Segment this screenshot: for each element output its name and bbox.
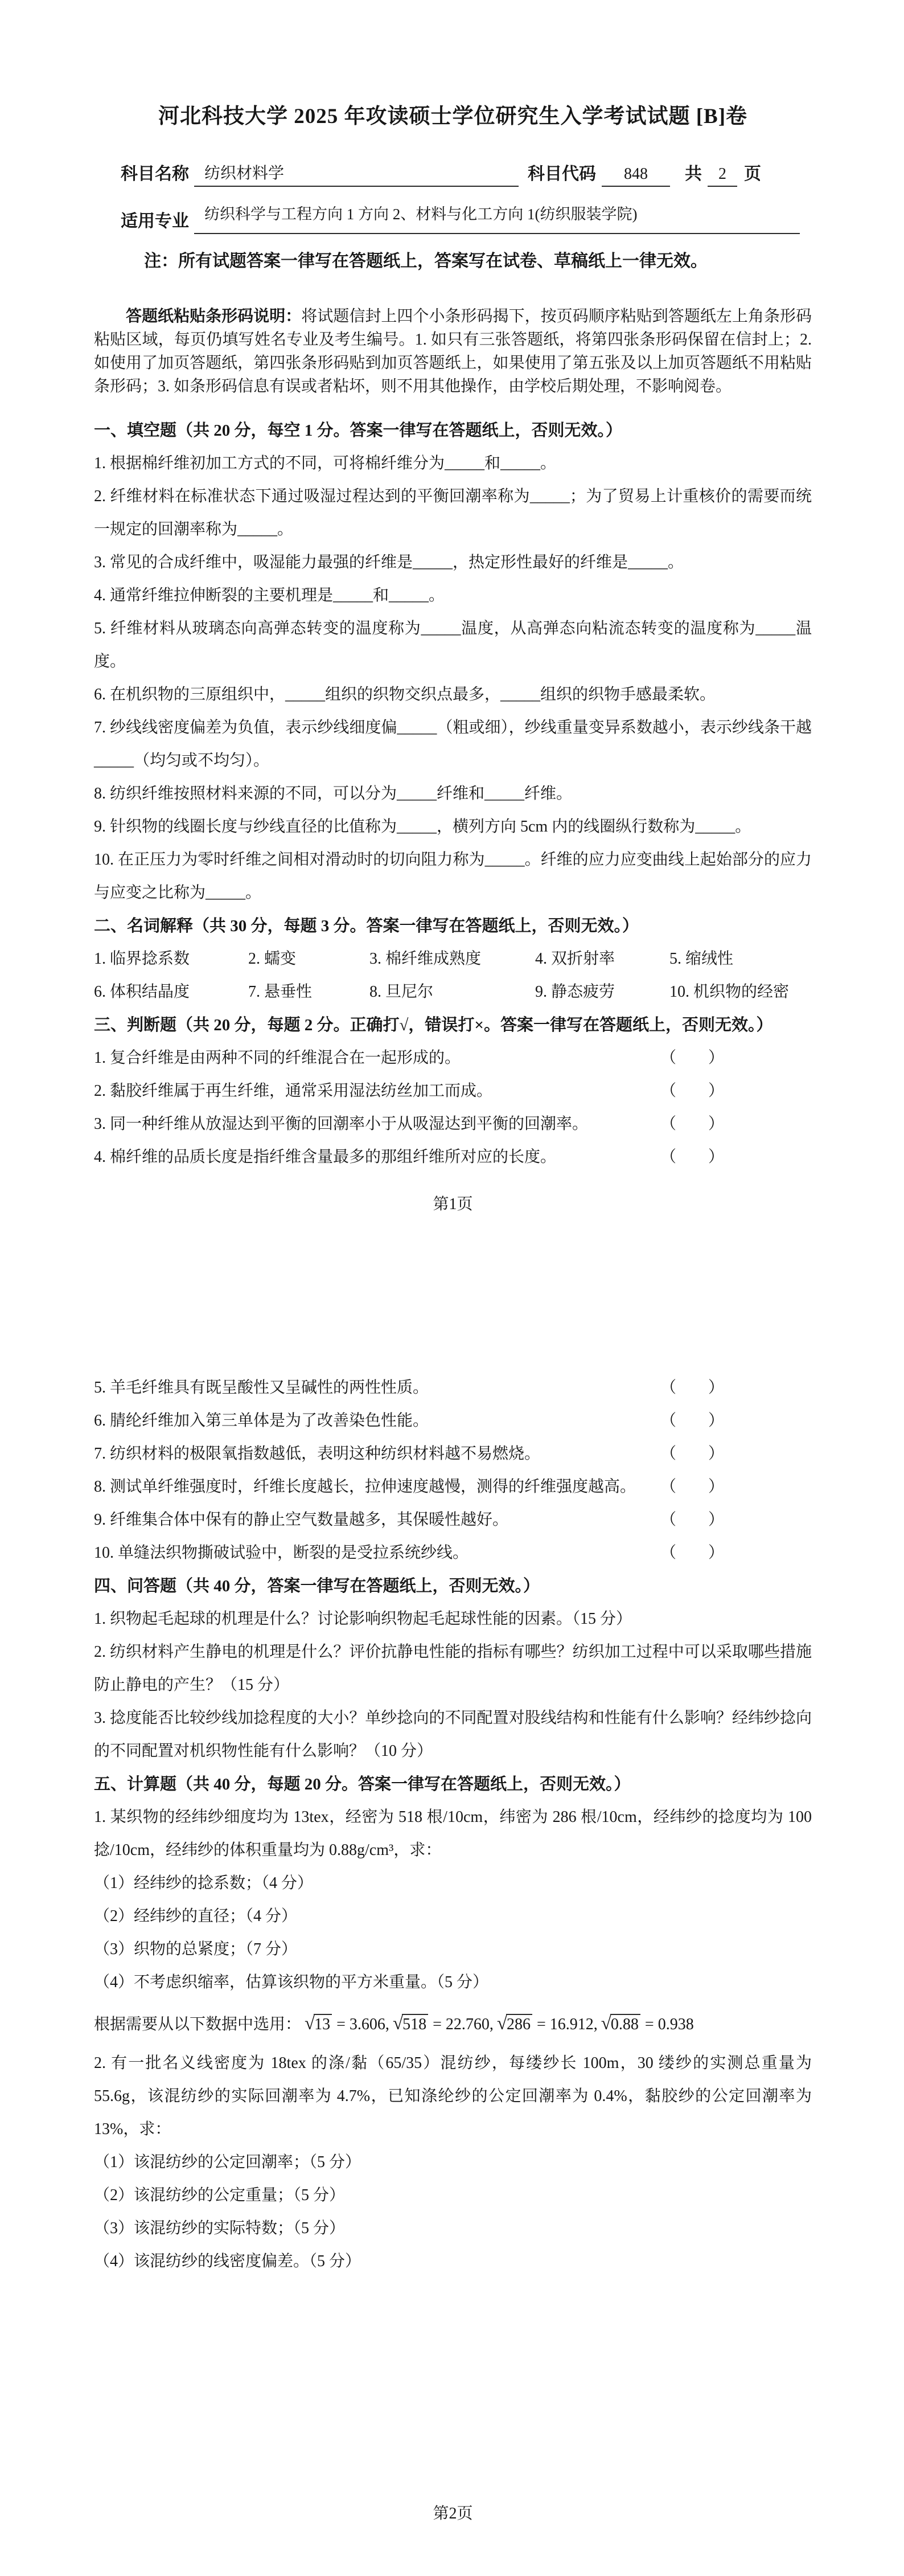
page-bottom-gap (94, 2278, 812, 2497)
term-item: 10. 机织物的经密 (669, 983, 790, 1001)
section-fill-heading: 一、填空题（共 20 分，每空 1 分。答案一律写在答题纸上，否则无效。） (94, 421, 623, 440)
sqrt-term (601, 2013, 694, 2034)
section-calc-heading: 五、计算题（共 40 分，每题 20 分。答案一律写在答题纸上，否则无效。） (94, 1775, 631, 1793)
fill-item: 1. 根据棉纤维初加工方式的不同，可将棉纤维分为_____和_____。 (94, 454, 557, 472)
judge-item-stem: 7. 纺织材料的极限氧指数越低，表明这种纺织材料越不易燃烧。 (94, 1445, 541, 1463)
calc-q1-stem: 1. 某织物的经纬纱细度均为 13tex，经密为 518 根/10cm，纬密为 286 根/10cm，经纬纱的捻度均为 100 捻/10cm，经纬纱的体积重量均为 0.88g/cm³，求： (94, 1808, 812, 1859)
qa-item: 3. 捻度能否比较纱线加捻程度的大小？单纱捻向的不同配置对股线结构和性能有什么影响？经纬纱捻向的不同配置对机织物性能有什么影响？（10 分） (94, 1709, 812, 1760)
section-qa-heading: 四、问答题（共 40 分，答案一律写在答题纸上，否则无效。） (94, 1577, 540, 1595)
answer-paren: （ ） (660, 1082, 725, 1100)
judge-item-stem: 2. 黏胶纤维属于再生纤维，通常采用湿法纺丝加工而成。 (94, 1082, 493, 1100)
judge-item-stem: 10. 单缝法织物撕破试验中，断裂的是受拉系统纱线。 (94, 1544, 469, 1562)
answer-paren: （ ） (660, 1049, 725, 1067)
judge-item (94, 1438, 812, 1471)
judge-item (94, 1141, 812, 1174)
calc-q2-stem: 2. 有一批名义线密度为 18tex 的涤/黏（65/35）混纺纱，每缕纱长 100m，30 缕纱的实测总重量为 55.6g，该混纺纱的实际回潮率为 4.7%，已知涤纶纱的公定回潮率为 0.4%，黏胶纱的公定回潮率为 13%，求： (94, 2054, 812, 2138)
section-calc (94, 1768, 812, 2278)
calc-sub-item: （2）该混纺纱的公定重量；（5 分） (94, 2186, 346, 2204)
term-item: 5. 缩绒性 (669, 950, 734, 968)
judge-item-stem: 9. 纤维集合体中保有的静止空气数量越多，其保暖性越好。 (94, 1511, 509, 1529)
judge-item (94, 1371, 812, 1404)
barcode-instructions (94, 305, 812, 398)
qa-item: 2. 纺织材料产生静电的机理是什么？评价抗静电性能的指标有哪些？纺织加工过程中可以采取哪些措施防止静电的产生？（15 分） (94, 1643, 812, 1694)
radicand: 286 (506, 2014, 532, 2033)
radical-sign: √ (496, 2013, 507, 2034)
answer-paren: （ ） (660, 1148, 725, 1166)
subject-code-label: 科目代码 (528, 165, 596, 183)
judge-item (94, 1075, 812, 1108)
calc-sub-item: （4）不考虑织缩率，估算该织物的平方米重量。（5 分） (94, 1973, 489, 1991)
major-value: 纺织科学与工程方向 1 方向 2、材料与化工方向 1(纺织服装学院) (194, 202, 800, 234)
major-row (121, 202, 812, 234)
judge-item-list-page2 (94, 1371, 812, 1570)
total-pages-suffix: 页 (744, 165, 761, 183)
barcode-instructions-lead: 答题纸粘贴条形码说明： (126, 308, 302, 325)
judge-item-stem: 5. 羊毛纤维具有既呈酸性又呈碱性的两性性质。 (94, 1379, 429, 1396)
calc-sub-item: （4）该混纺纱的线密度偏差。（5 分） (94, 2253, 361, 2270)
radicand: 518 (402, 2014, 428, 2033)
judge-item-stem: 6. 腈纶纤维加入第三单体是为了改善染色性能。 (94, 1412, 429, 1430)
term-item: 9. 静态疲劳 (535, 983, 615, 1001)
page-2-footer: 第2页 (433, 2505, 473, 2522)
judge-item-stem: 1. 复合纤维是由两种不同的纤维混合在一起形成的。 (94, 1049, 461, 1067)
judge-item-stem: 3. 同一种纤维从放湿达到平衡的回潮率小于从吸湿达到平衡的回潮率。 (94, 1115, 589, 1133)
answer-paren: （ ） (660, 1544, 725, 1562)
qa-item-list (94, 1603, 812, 1768)
major-label: 适用专业 (121, 212, 189, 231)
section-terms-heading: 二、名词解释（共 30 分，每题 3 分。答案一律写在答题纸上，否则无效。） (94, 917, 639, 935)
section-fill (94, 414, 812, 910)
term-item: 1. 临界捻系数 (94, 950, 190, 968)
judge-item (94, 1537, 812, 1570)
answer-paren: （ ） (660, 1412, 725, 1430)
judge-item (94, 1471, 812, 1504)
subject-label: 科目名称 (121, 165, 189, 183)
judge-item (94, 1404, 812, 1438)
answer-paren: （ ） (660, 1478, 725, 1496)
fill-item: 5. 纤维材料从玻璃态向高弹态转变的温度称为_____温度，从高弹态向粘流态转变的温度称为_____温度。 (94, 620, 812, 670)
fill-item: 9. 针织物的线圈长度与纱线直径的比值称为_____，横列方向 5cm 内的线圈纵行数称为_____。 (94, 818, 751, 836)
term-item: 4. 双折射率 (535, 950, 615, 968)
answer-paren: （ ） (660, 1511, 725, 1529)
judge-item (94, 1504, 812, 1537)
qa-item: 1. 织物起毛起球的机理是什么？讨论影响织物起毛起球性能的因素。（15 分） (94, 1610, 632, 1628)
judge-item-stem: 4. 棉纤维的品质长度是指纤维含量最多的那组纤维所对应的长度。 (94, 1148, 557, 1166)
calc-sub-item: （3）该混纺纱的实际特数；（5 分） (94, 2219, 346, 2237)
section-terms (94, 910, 812, 1009)
judge-item-list-page1 (94, 1042, 812, 1174)
sqrt-result: = 0.938 (644, 2016, 694, 2033)
fill-item-list (94, 447, 812, 910)
answer-paren: （ ） (660, 1445, 725, 1463)
judge-item-stem: 8. 测试单纤维强度时，纤维长度越长，拉伸速度越慢，测得的纤维强度越高。 (94, 1478, 636, 1496)
term-item: 7. 悬垂性 (248, 983, 313, 1001)
radicand: 13 (314, 2014, 332, 2033)
section-judge-heading: 三、判断题（共 20 分，每题 2 分。正确打√，错误打×。答案一律写在答题纸上，否则无效。） (94, 1016, 773, 1034)
radical-sign: √ (305, 2013, 315, 2034)
fill-item: 2. 纤维材料在标准状态下通过吸湿过程达到的平衡回潮率称为_____；为了贸易上计重核价的需要而统一规定的回潮率称为_____。 (94, 488, 812, 538)
sqrt-term (496, 2013, 598, 2034)
calc-q2-sub-list (94, 2146, 812, 2278)
fill-item: 8. 纺织纤维按照材料来源的不同，可以分为_____纤维和_____纤维。 (94, 785, 573, 802)
calc-q1-sub-list (94, 1867, 812, 1999)
barcode-instructions-body: 将试题信封上四个小条形码揭下，按页码顺序粘贴到答题纸左上角条形码粘贴区域，每页仍填写姓名专业及考生编号。1. 如只有三张答题纸，将第四张条形码保留在信封上；2. 如使用了加页答题纸，第四张条形码贴到加页答题纸上，如果使用了第五张及以上加页答题纸不用粘贴条形码；3. 如条形码信息有误或者粘坏，则不用其他操作，由学校后期处理，不影响阅卷。 (94, 308, 812, 395)
fill-item: 4. 通常纤维拉伸断裂的主要机理是_____和_____。 (94, 587, 445, 604)
sqrt-data-lead: 根据需要从以下数据中选用： (94, 2016, 302, 2033)
page-1-footer: 第1页 (433, 1195, 473, 1213)
term-item: 8. 旦尼尔 (369, 983, 434, 1001)
term-item: 3. 棉纤维成熟度 (369, 950, 482, 968)
term-item: 2. 蠕变 (248, 950, 297, 968)
calc-sub-item: （2）经纬纱的直径；（4 分） (94, 1907, 298, 1925)
subject-row (121, 159, 812, 187)
calc-sub-item: （3）织物的总紧度；（7 分） (94, 1940, 298, 1958)
page-break-gap (94, 1221, 812, 1371)
answer-paren: （ ） (660, 1379, 725, 1396)
sqrt-result: = 16.912, (536, 2016, 598, 2033)
sqrt-term (392, 2013, 494, 2034)
section-qa (94, 1570, 812, 1768)
calc-sub-item: （1）经纬纱的捻系数；（4 分） (94, 1874, 314, 1892)
answer-sheet-note: 注：所有试题答案一律写在答题纸上，答案写在试卷、草稿纸上一律无效。 (144, 252, 708, 271)
judge-item (94, 1042, 812, 1075)
sqrt-data-line (94, 2007, 812, 2041)
calc-sub-item: （1）该混纺纱的公定回潮率；（5 分） (94, 2153, 361, 2171)
fill-item: 6. 在机织物的三原组织中，_____组织的织物交织点最多，_____组织的织物手感最柔软。 (94, 686, 716, 703)
subject-code-value: 848 (602, 165, 670, 187)
terms-grid (94, 943, 812, 1009)
sqrt-result: = 3.606, (336, 2016, 389, 2033)
fill-item: 7. 纱线线密度偏差为负值，表示纱线细度偏_____（粗或细），纱线重量变异系数越小，表示纱线条干越_____（均匀或不均匀）。 (94, 719, 812, 769)
total-pages-prefix: 共 (685, 165, 702, 183)
subject-value: 纺织材料学 (194, 161, 519, 187)
answer-paren: （ ） (660, 1115, 725, 1133)
term-item: 6. 体积结晶度 (94, 983, 190, 1001)
radical-sign: √ (601, 2013, 611, 2034)
radical-sign: √ (392, 2013, 404, 2034)
page-title: 河北科技大学 2025 年攻读硕士学位研究生入学考试试题 [B]卷 (158, 105, 748, 128)
fill-item: 3. 常见的合成纤维中，吸湿能力最强的纤维是_____，热定形性最好的纤维是_____。 (94, 554, 684, 571)
sqrt-result: = 22.760, (433, 2016, 494, 2033)
section-judge (94, 1009, 812, 1174)
sqrt-term-list (301, 2013, 694, 2034)
fill-item: 10. 在正压力为零时纤维之间相对滑动时的切向阻力称为_____。纤维的应力应变曲线上起始部分的应力与应变之比称为_____。 (94, 851, 812, 902)
judge-item (94, 1108, 812, 1141)
radicand: 0.88 (610, 2014, 640, 2033)
total-pages-value: 2 (708, 165, 737, 187)
sqrt-term (305, 2013, 389, 2034)
